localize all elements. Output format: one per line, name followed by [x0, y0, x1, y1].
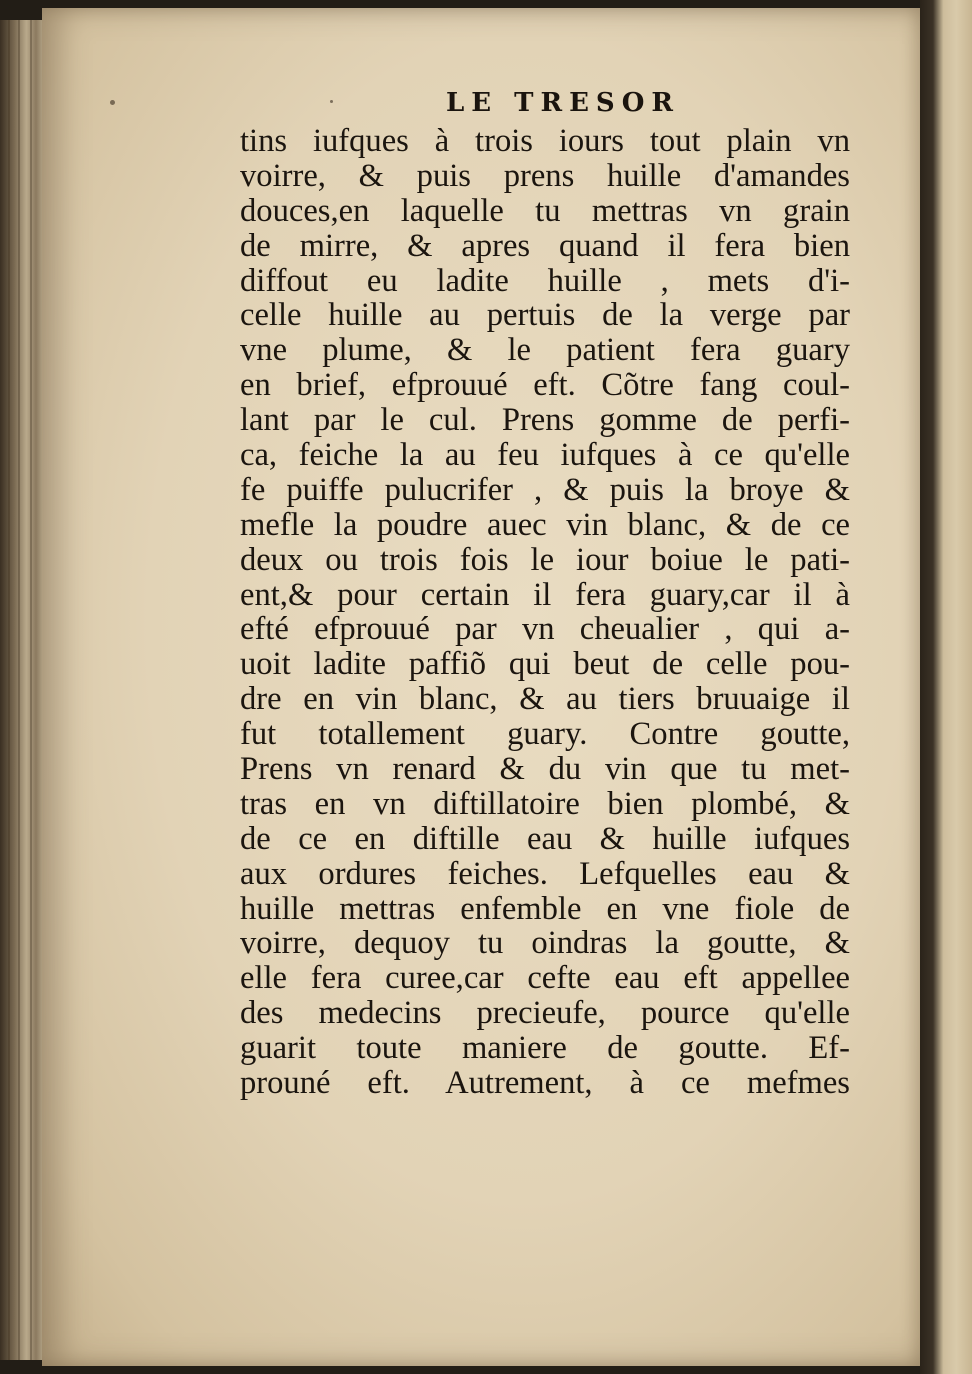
- text-line: voirre, dequoy tu oindras la goutte, &: [240, 925, 850, 962]
- text-line: efté efprouué par vn cheualier , qui a-: [240, 611, 850, 648]
- text-line: des medecins precieufe, pource qu'elle: [240, 995, 850, 1032]
- text-line: deux ou trois fois le iour boiue le pati-: [240, 541, 850, 578]
- page-stack-line: [8, 20, 10, 1360]
- text-line: prouné eft. Autrement, à ce mefmes: [240, 1065, 850, 1102]
- ink-speck: [110, 100, 115, 105]
- text-line: vne plume, & le patient fera guary: [240, 332, 850, 369]
- text-line: mefle la poudre auec vin blanc, & de ce: [240, 506, 850, 543]
- text-line: Prens vn renard & du vin que tu met-: [240, 751, 850, 788]
- text-line: dre en vin blanc, & au tiers bruuaige il: [240, 681, 850, 718]
- body-text: [240, 124, 850, 1101]
- text-line: de mirre, & apres quand il fera bien: [240, 227, 850, 264]
- text-line: uoit ladite paffiõ qui beut de celle pou-: [240, 646, 850, 683]
- running-head: LE TRESOR: [446, 88, 680, 118]
- text-line: en brief, efprouué eft. Cõtre fang coul-: [240, 367, 850, 404]
- text-line: ent,& pour certain il fera guary,car il à: [240, 576, 850, 613]
- book-left-edge: [0, 20, 48, 1360]
- text-line: lant par le cul. Prens gomme de perfi-: [240, 402, 850, 439]
- text-line: celle huille au pertuis de la verge par: [240, 297, 850, 334]
- text-line: diffout eu ladite huille , mets d'i-: [240, 262, 850, 299]
- text-line: fe puiffe pulucrifer , & puis la broye &: [240, 471, 850, 508]
- text-line: guarit toute maniere de goutte. Ef-: [240, 1030, 850, 1067]
- text-line: tins iufques à trois iours tout plain vn: [240, 123, 850, 159]
- text-line: voirre, & puis prens huille d'amandes: [240, 157, 850, 194]
- text-line: tras en vn diftillatoire bien plombé, &: [240, 785, 850, 822]
- text-line: huille mettras enfemble en vne fiole de: [240, 890, 850, 927]
- text-line: aux ordures feiches. Lefquelles eau &: [240, 855, 850, 892]
- text-line: douces,en laquelle tu mettras vn grain: [240, 192, 850, 229]
- text-line: elle fera curee,car cefte eau eft appellee: [240, 960, 850, 997]
- ink-speck: [330, 100, 333, 103]
- text-line: ca, feiche la au feu iufques à ce qu'elle: [240, 437, 850, 474]
- text-line: de ce en diftille eau & huille iufques: [240, 820, 850, 857]
- page-stack-line: [18, 20, 20, 1360]
- book-right-gutter: [920, 0, 972, 1374]
- text-line: fut totallement guary. Contre goutte,: [240, 716, 850, 753]
- page-stack-line: [30, 20, 32, 1360]
